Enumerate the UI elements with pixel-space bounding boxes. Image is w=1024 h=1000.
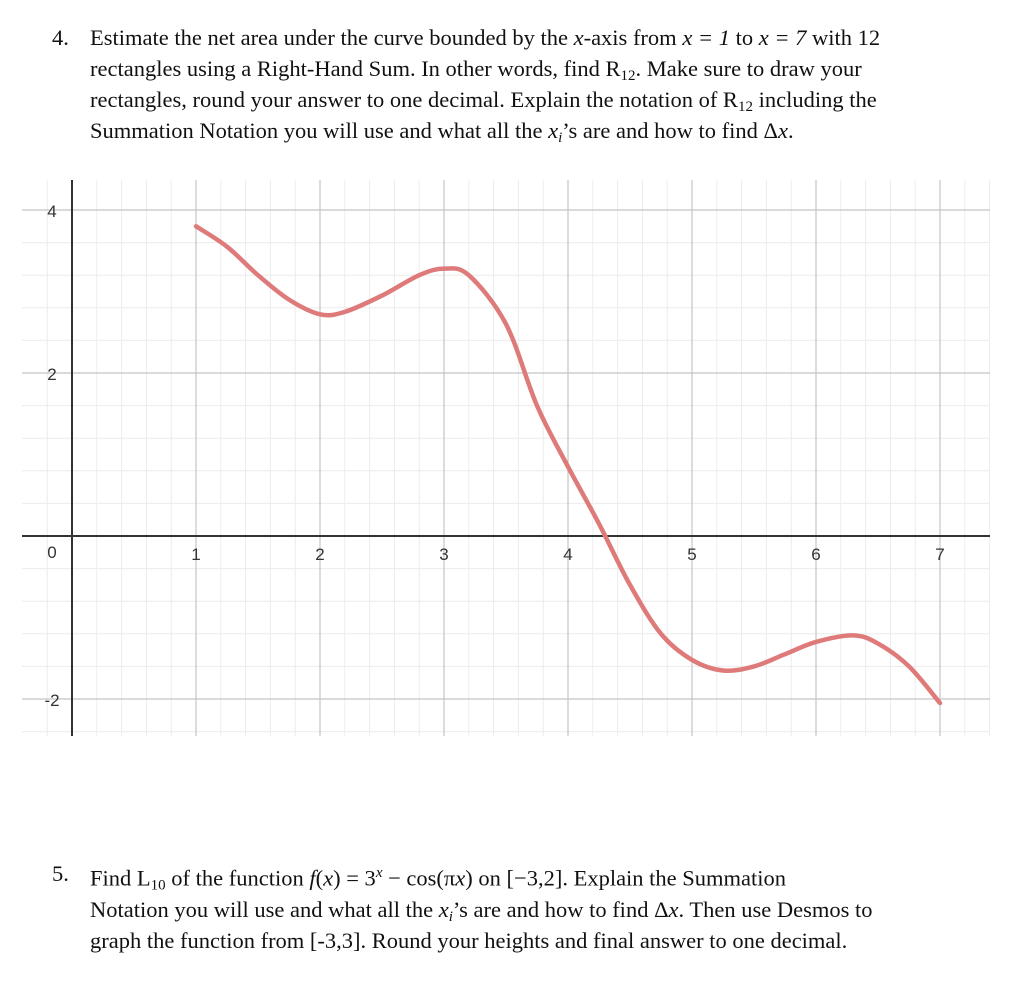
problem-5-text (90, 858, 1004, 956)
function-graph (0, 176, 1024, 740)
problem-5-line-2: Notation you will use and what all the $x_i’s$ are and how to find Δx. Then use Desmos to (90, 896, 873, 925)
problem-4-line-1: Estimate the net area under the curve bounded by the x-axis from x = 1 to x = 7 with 12 (90, 25, 881, 50)
axes (22, 180, 990, 736)
problem-4-line-2: rectangles using a Right-Hand Sum. In other words, find $R_{12}$. Make sure to draw your (90, 56, 862, 84)
x-tick-label: 2 (315, 545, 325, 564)
problem-4 (52, 22, 1004, 146)
grid-major (22, 180, 990, 736)
problem-5-line-3: graph the function from [-3,3]. Round your heights and final answer to one decimal. (90, 927, 848, 953)
problem-4-number: 4. (52, 25, 69, 50)
x-tick-label: 3 (439, 545, 449, 564)
y-tick-label: 0 (47, 543, 57, 562)
problem-5-number: 5. (52, 861, 69, 886)
problem-5-line-1: Find $L_{10}$ of the function $f(x) = 3^x - \cos(\pi x)$ on [−3,2]. Explain the Summation (90, 865, 787, 894)
y-tick-label: -2 (44, 691, 60, 710)
problem-4-line-4: Summation Notation you will use and what all the $x_i’s$ are and how to find Δx. (90, 118, 794, 146)
grid-minor (22, 180, 990, 736)
problem-4-line-3: rectangles, round your answer to one decimal. Explain the notation of $R_{12}$ including the (90, 87, 877, 115)
x-tick-label: 6 (811, 545, 821, 564)
problem-5 (52, 858, 1004, 956)
y-tick-label: 2 (47, 365, 57, 384)
x-tick-label: 5 (687, 545, 697, 564)
problem-4-text (90, 22, 1004, 146)
x-tick-label: 4 (563, 545, 573, 564)
x-tick-label: 1 (191, 545, 201, 564)
y-tick-label: 4 (47, 202, 57, 221)
x-tick-label: 7 (935, 545, 945, 564)
